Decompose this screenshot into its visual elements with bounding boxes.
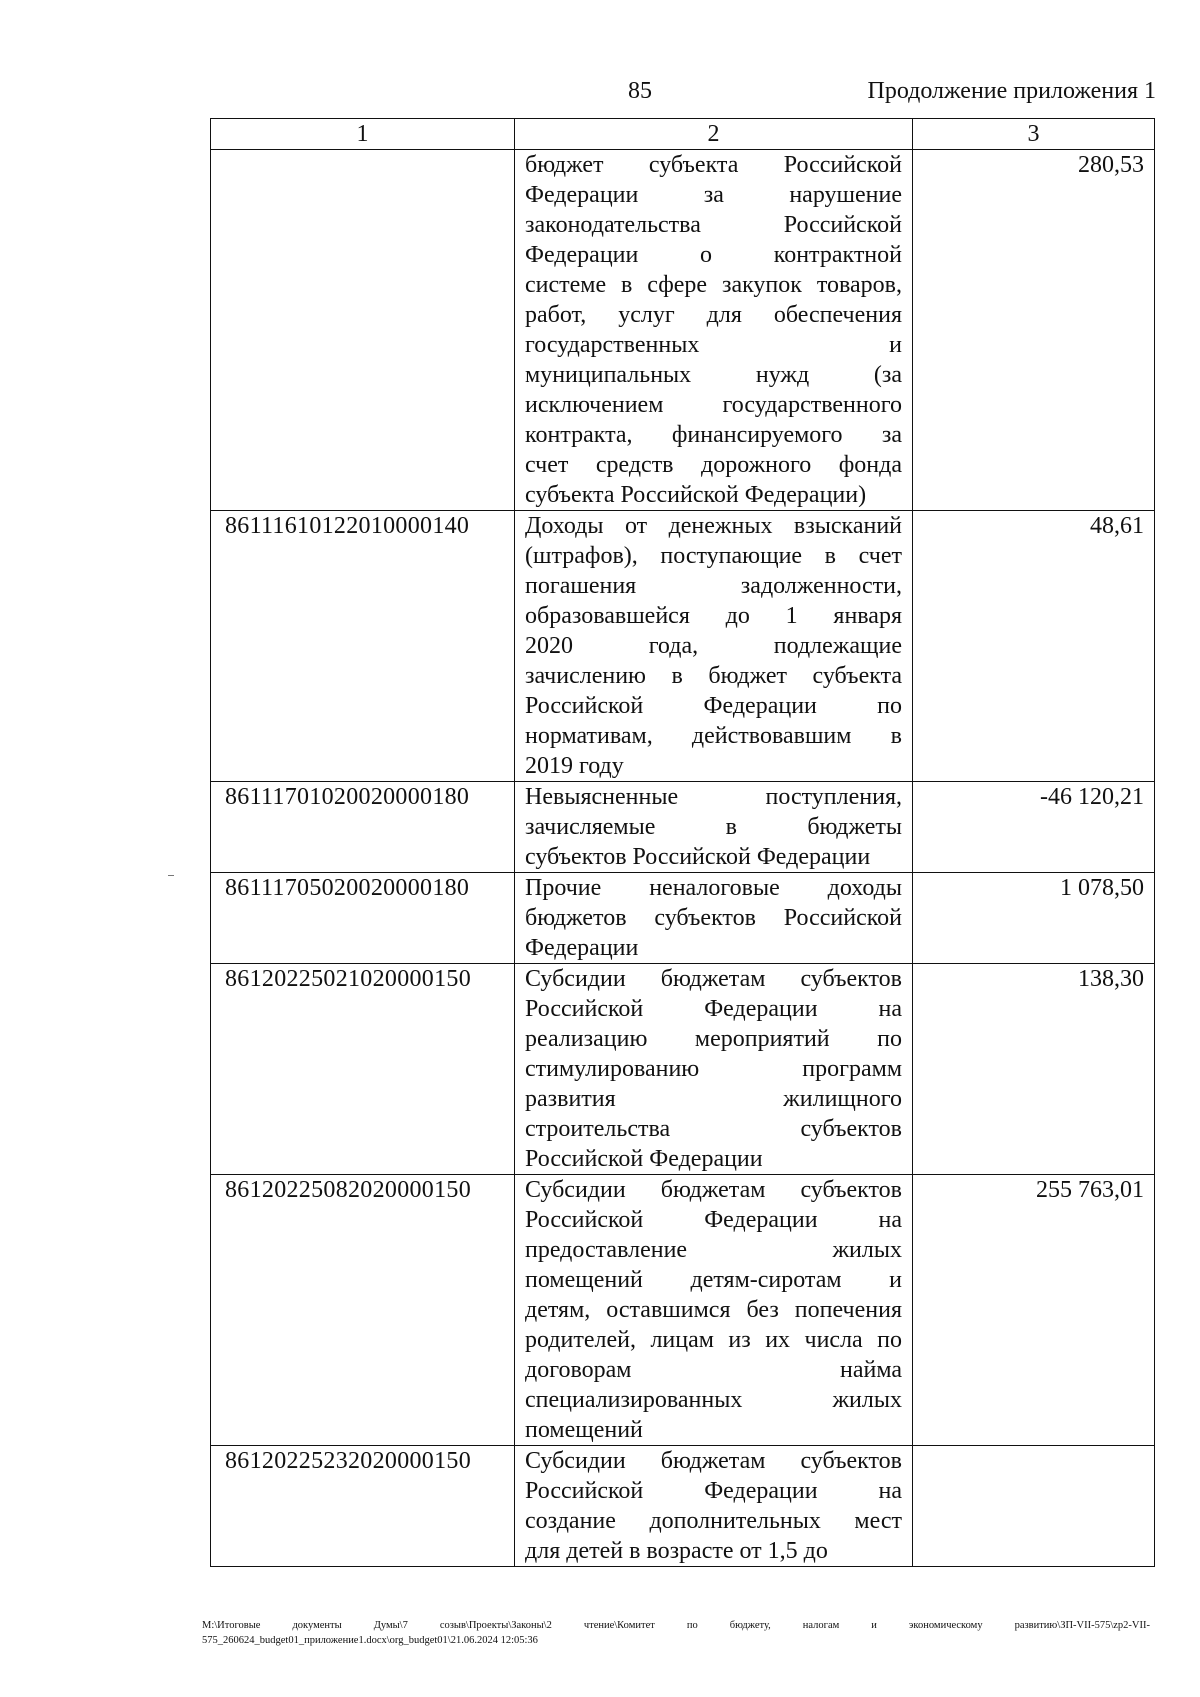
revenue-name-line: счет средств дорожного фонда [525, 452, 902, 478]
file-path-footer: М:\Итоговые документы Думы\7 созыв\Проекты\Законы\2 чтение\Комитет по бюджету, налогам и экономическому развитию\ЗП-VII-575\zp2-VII-575_260624_budget01_приложение1.docx\org_budget01\21.06.2024 12:05:36 [202, 1620, 1150, 1646]
revenue-name-line: образовавшейся до 1 января [525, 603, 902, 629]
revenue-name-line: Доходы от денежных взысканий [525, 513, 902, 539]
table-row [211, 782, 1155, 873]
revenue-name-cell [515, 1175, 913, 1446]
revenue-name-line: (штрафов), поступающие в счет [525, 543, 902, 569]
revenue-name-line: Российской Федерации на [525, 996, 902, 1022]
revenue-name-cell [515, 782, 913, 873]
revenue-name-line: договорам найма [525, 1357, 902, 1383]
revenue-name-line: 2019 году [525, 753, 624, 779]
table-row [211, 511, 1155, 782]
revenue-name-line: государственных и [525, 332, 902, 358]
revenue-name-cell [515, 511, 913, 782]
revenue-name-line: Российской Федерации по [525, 693, 902, 719]
revenue-name-line: стимулированию программ [525, 1056, 902, 1082]
revenue-name-line: помещений детям-сиротам и [525, 1267, 902, 1293]
revenue-name-line: зачислению в бюджет субъекта [525, 663, 902, 689]
revenue-name-line: Прочие неналоговые доходы [525, 875, 902, 901]
revenue-name-line: бюджетов субъектов Российской [525, 905, 902, 931]
scan-mark [168, 875, 174, 876]
revenue-name-cell [515, 1446, 913, 1567]
revenue-name-line: создание дополнительных мест [525, 1508, 902, 1534]
revenue-name-line: зачисляемые в бюджеты [525, 814, 902, 840]
budget-revenue-table [210, 118, 1155, 1567]
column-number-3: 3 [913, 119, 1155, 150]
revenue-name-line: системе в сфере закупок товаров, [525, 272, 902, 298]
revenue-name-line: предоставление жилых [525, 1237, 902, 1263]
table-body [211, 150, 1155, 1567]
revenue-name-line: для детей в возрасте от 1,5 до [525, 1538, 828, 1564]
revenue-name-line: субъектов Российской Федерации [525, 844, 871, 870]
amount-cell: 138,30 [913, 964, 1155, 1175]
amount-cell: 1 078,50 [913, 873, 1155, 964]
revenue-name-line: 2020 года, подлежащие [525, 633, 902, 659]
revenue-name-cell [515, 964, 913, 1175]
revenue-name-line: Федерации о контрактной [525, 242, 902, 268]
amount-cell: -46 120,21 [913, 782, 1155, 873]
revenue-name-line: погашения задолженности, [525, 573, 902, 599]
revenue-name-line: специализированных жилых [525, 1387, 902, 1413]
revenue-name-line: Субсидии бюджетам субъектов [525, 1448, 902, 1474]
amount-cell [913, 1446, 1155, 1567]
revenue-name-line: субъекта Российской Федерации) [525, 482, 867, 508]
table-row [211, 1446, 1155, 1567]
revenue-code-cell [211, 150, 515, 511]
revenue-name-cell [515, 150, 913, 511]
revenue-name-line: строительства субъектов [525, 1116, 902, 1142]
revenue-name-line: исключением государственного [525, 392, 902, 418]
revenue-name-line: родителей, лицам из их числа по [525, 1327, 902, 1353]
amount-cell: 48,61 [913, 511, 1155, 782]
revenue-name-line: реализацию мероприятий по [525, 1026, 902, 1052]
table-row [211, 873, 1155, 964]
page-number: 85 [628, 78, 652, 104]
column-number-2: 2 [515, 119, 913, 150]
revenue-name-line: Российской Федерации [525, 1146, 763, 1172]
revenue-code-cell: 86120225082020000150 [211, 1175, 515, 1446]
revenue-name-line: работ, услуг для обеспечения [525, 302, 902, 328]
table-row [211, 150, 1155, 511]
table-row [211, 964, 1155, 1175]
revenue-name-line: контракта, финансируемого за [525, 422, 902, 448]
revenue-name-line: Субсидии бюджетам субъектов [525, 966, 902, 992]
revenue-name-line: муниципальных нужд (за [525, 362, 902, 388]
revenue-name-line: Невыясненные поступления, [525, 784, 902, 810]
revenue-code-cell: 86111705020020000180 [211, 873, 515, 964]
revenue-name-line: Федерации за нарушение [525, 182, 902, 208]
revenue-code-cell: 86111701020020000180 [211, 782, 515, 873]
revenue-name-line: Российской Федерации на [525, 1478, 902, 1504]
amount-cell: 280,53 [913, 150, 1155, 511]
table-row [211, 1175, 1155, 1446]
revenue-name-line: нормативам, действовавшим в [525, 723, 902, 749]
revenue-name-line: Российской Федерации на [525, 1207, 902, 1233]
revenue-name-line: Федерации [525, 935, 639, 961]
revenue-name-line: помещений [525, 1417, 643, 1443]
revenue-name-line: бюджет субъекта Российской [525, 152, 902, 178]
revenue-code-cell: 86120225021020000150 [211, 964, 515, 1175]
appendix-continuation-label: Продолжение приложения 1 [867, 78, 1156, 104]
revenue-name-line: Субсидии бюджетам субъектов [525, 1177, 902, 1203]
column-number-1: 1 [211, 119, 515, 150]
revenue-name-line: законодательства Российской [525, 212, 902, 238]
column-number-row [211, 119, 1155, 150]
revenue-name-line: развития жилищного [525, 1086, 902, 1112]
revenue-code-cell: 86111610122010000140 [211, 511, 515, 782]
revenue-name-line: детям, оставшимся без попечения [525, 1297, 902, 1323]
revenue-name-cell [515, 873, 913, 964]
revenue-code-cell: 86120225232020000150 [211, 1446, 515, 1567]
amount-cell: 255 763,01 [913, 1175, 1155, 1446]
